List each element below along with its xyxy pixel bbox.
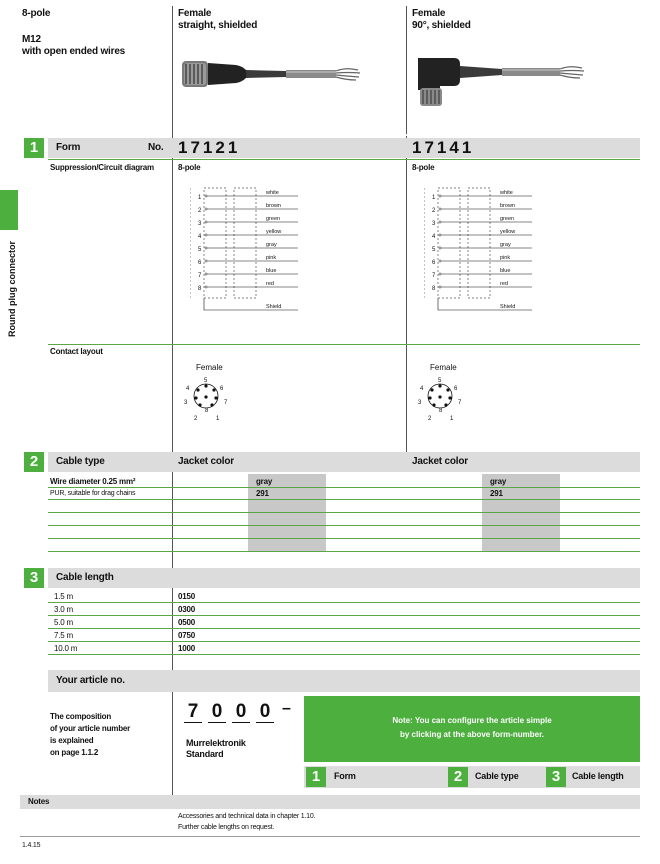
contact-pin-label: 5 <box>204 378 208 384</box>
brand-name: Murrelektronik <box>186 738 246 748</box>
legend-form: Form <box>334 771 356 781</box>
wire-color-label: gray <box>500 242 511 248</box>
circuit-pin-number: 8 <box>432 286 436 292</box>
article-digit: 0 <box>256 702 274 723</box>
article-digit: 7 <box>184 702 202 723</box>
color-2: gray <box>490 477 507 486</box>
section1-underline <box>48 159 640 160</box>
page-number: 1.4.15 <box>22 842 41 849</box>
cable-length-label: Cable length <box>56 572 114 583</box>
s2-row-line <box>48 499 640 500</box>
s3-row-line <box>48 628 640 629</box>
article-dash: – <box>282 700 291 717</box>
composition-line3: is explained <box>50 736 94 745</box>
contact-pin-label: 7 <box>458 400 462 406</box>
circuit-pin-number: 4 <box>432 234 436 240</box>
pur-desc: PUR, suitable for drag chains <box>50 490 136 497</box>
wire-diameter: Wire diameter 0.25 mm² <box>50 477 136 486</box>
jacket-color-2: Jacket color <box>412 456 468 467</box>
legend-cable-length: Cable length <box>572 771 624 781</box>
contact-layout-1 <box>180 374 232 424</box>
legend-num-1: 1 <box>306 767 326 787</box>
length-code[interactable]: 1000 <box>178 644 195 653</box>
length-value: 7.5 m <box>54 631 74 640</box>
contact-divider <box>48 344 640 345</box>
circuit-pin-number: 7 <box>198 273 202 279</box>
note-line1: Note: You can configure the article simple <box>392 716 552 725</box>
wire-color-label: yellow <box>266 229 282 235</box>
circuit-pin-number: 3 <box>432 221 436 227</box>
pole-title: 8-pole <box>22 8 51 19</box>
contact-female-2: Female <box>430 363 457 372</box>
note-box <box>304 696 640 762</box>
length-value: 3.0 m <box>54 605 74 614</box>
contact-pin-label: 8 <box>205 408 209 414</box>
wire-color-label: blue <box>266 268 277 274</box>
col1-subtitle: straight, shielded <box>178 20 258 31</box>
sidebar-label: Round plug connector <box>7 241 17 337</box>
section2-band <box>48 452 640 472</box>
no-label: No. <box>148 142 164 153</box>
suppression-label: Suppression/Circuit diagram <box>50 163 154 172</box>
article-band <box>48 670 640 692</box>
legend-num-3: 3 <box>546 767 566 787</box>
contact-label: Contact layout <box>50 347 103 356</box>
composition-line2: of your article number <box>50 724 131 733</box>
contact-pin-label: 6 <box>220 386 224 392</box>
circuit-pin-number: 5 <box>432 247 436 253</box>
legend-cable-type: Cable type <box>475 771 519 781</box>
wire-color-label: gray <box>266 242 277 248</box>
circuit-pin-number: 3 <box>198 221 202 227</box>
contact-pin-label: 6 <box>454 386 458 392</box>
length-value: 5.0 m <box>54 618 74 627</box>
circuit-pin-number: 7 <box>432 273 436 279</box>
contact-pin-label: 4 <box>420 386 424 392</box>
wire-color-label: brown <box>500 203 515 209</box>
circuit-pin-number: 6 <box>432 260 436 266</box>
form-number-17141[interactable]: 17141 <box>412 138 475 157</box>
notes-line2: Further cable lengths on request. <box>178 824 275 831</box>
composition-line4: on page 1.1.2 <box>50 748 99 757</box>
wire-color-label: green <box>500 216 515 222</box>
contact-pin-label: 2 <box>194 416 198 422</box>
color-1: gray <box>256 477 273 486</box>
straight-connector-image <box>176 52 366 96</box>
circuit-pin-number: 6 <box>198 260 202 266</box>
brand-standard: Standard <box>186 749 224 759</box>
legend-num-2: 2 <box>448 767 468 787</box>
col1-pole: 8-pole <box>178 163 201 172</box>
section2-number: 2 <box>24 452 44 472</box>
length-code[interactable]: 0150 <box>178 592 195 601</box>
wire-color-label: white <box>500 190 513 196</box>
length-value: 10.0 m <box>54 644 78 653</box>
section3-band <box>48 568 640 588</box>
circuit-diagram-2 <box>424 186 554 320</box>
circuit-pin-number: 1 <box>198 195 202 201</box>
article-digit: 0 <box>232 702 250 723</box>
contact-pin-label: 7 <box>224 400 228 406</box>
s2-row-line <box>48 551 640 552</box>
col1-title: Female <box>178 8 212 19</box>
length-code[interactable]: 0750 <box>178 631 195 640</box>
note-line2: by clicking at the above form-number. <box>399 730 545 739</box>
contact-layout-2 <box>414 374 466 424</box>
s2-row-line <box>48 487 640 488</box>
s3-row-line <box>48 615 640 616</box>
wire-color-label: brown <box>266 203 281 209</box>
wire-color-label: yellow <box>500 229 516 235</box>
wire-color-label: red <box>500 281 508 287</box>
notes-bottom-line <box>20 836 640 837</box>
col2-title: Female <box>412 8 446 19</box>
article-digit: 0 <box>208 702 226 723</box>
contact-pin-label: 3 <box>418 400 422 406</box>
contact-female-1: Female <box>196 363 223 372</box>
notes-band <box>20 795 640 809</box>
jacket-color-1: Jacket color <box>178 456 234 467</box>
shield-label: Shield <box>266 304 282 310</box>
circuit-pin-number: 2 <box>432 208 436 214</box>
contact-pin-label: 2 <box>428 416 432 422</box>
form-label: Form <box>56 142 81 153</box>
shield-label: Shield <box>500 304 516 310</box>
notes-line1: Accessories and technical data in chapter 1.10. <box>178 813 316 820</box>
circuit-pin-number: 5 <box>198 247 202 253</box>
wire-color-label: red <box>266 281 274 287</box>
length-code[interactable]: 0500 <box>178 618 195 627</box>
angled-connector-image <box>410 50 600 110</box>
form-number-17121[interactable]: 17121 <box>178 138 241 157</box>
contact-pin-label: 1 <box>450 416 454 422</box>
wire-color-label: pink <box>266 255 277 261</box>
divider-col2 <box>406 6 407 134</box>
composition-line1: The composition <box>50 712 112 721</box>
wire-color-label: green <box>266 216 281 222</box>
contact-pin-label: 1 <box>216 416 220 422</box>
section1-number: 1 <box>24 138 44 158</box>
contact-pin-label: 8 <box>439 408 443 414</box>
model-title: M12 <box>22 34 41 45</box>
section1-band <box>48 138 640 158</box>
s2-row-line <box>48 538 640 539</box>
contact-pin-label: 3 <box>184 400 188 406</box>
s2-row-line <box>48 512 640 513</box>
length-value: 1.5 m <box>54 592 74 601</box>
col2-pole: 8-pole <box>412 163 435 172</box>
model-desc: with open ended wires <box>22 46 126 57</box>
s2-row-line <box>48 525 640 526</box>
wire-color-label: pink <box>500 255 511 261</box>
contact-pin-label: 4 <box>186 386 190 392</box>
s3-row-line <box>48 641 640 642</box>
cable-type-label: Cable type <box>56 456 105 467</box>
wire-color-label: blue <box>500 268 511 274</box>
circuit-pin-number: 8 <box>198 286 202 292</box>
circuit-pin-number: 1 <box>432 195 436 201</box>
code-1[interactable]: 291 <box>256 489 269 498</box>
section3-number: 3 <box>24 568 44 588</box>
length-code[interactable]: 0300 <box>178 605 195 614</box>
s3-row-line <box>48 654 640 655</box>
wire-color-label: white <box>266 190 279 196</box>
contact-pin-label: 5 <box>438 378 442 384</box>
divider-col2-b <box>406 136 407 472</box>
circuit-diagram-1 <box>190 186 320 320</box>
circuit-pin-number: 4 <box>198 234 202 240</box>
col2-subtitle: 90°, shielded <box>412 20 471 31</box>
notes-label: Notes <box>28 797 50 806</box>
article-title: Your article no. <box>56 675 125 686</box>
s3-row-line <box>48 602 640 603</box>
code-2[interactable]: 291 <box>490 489 503 498</box>
circuit-pin-number: 2 <box>198 208 202 214</box>
